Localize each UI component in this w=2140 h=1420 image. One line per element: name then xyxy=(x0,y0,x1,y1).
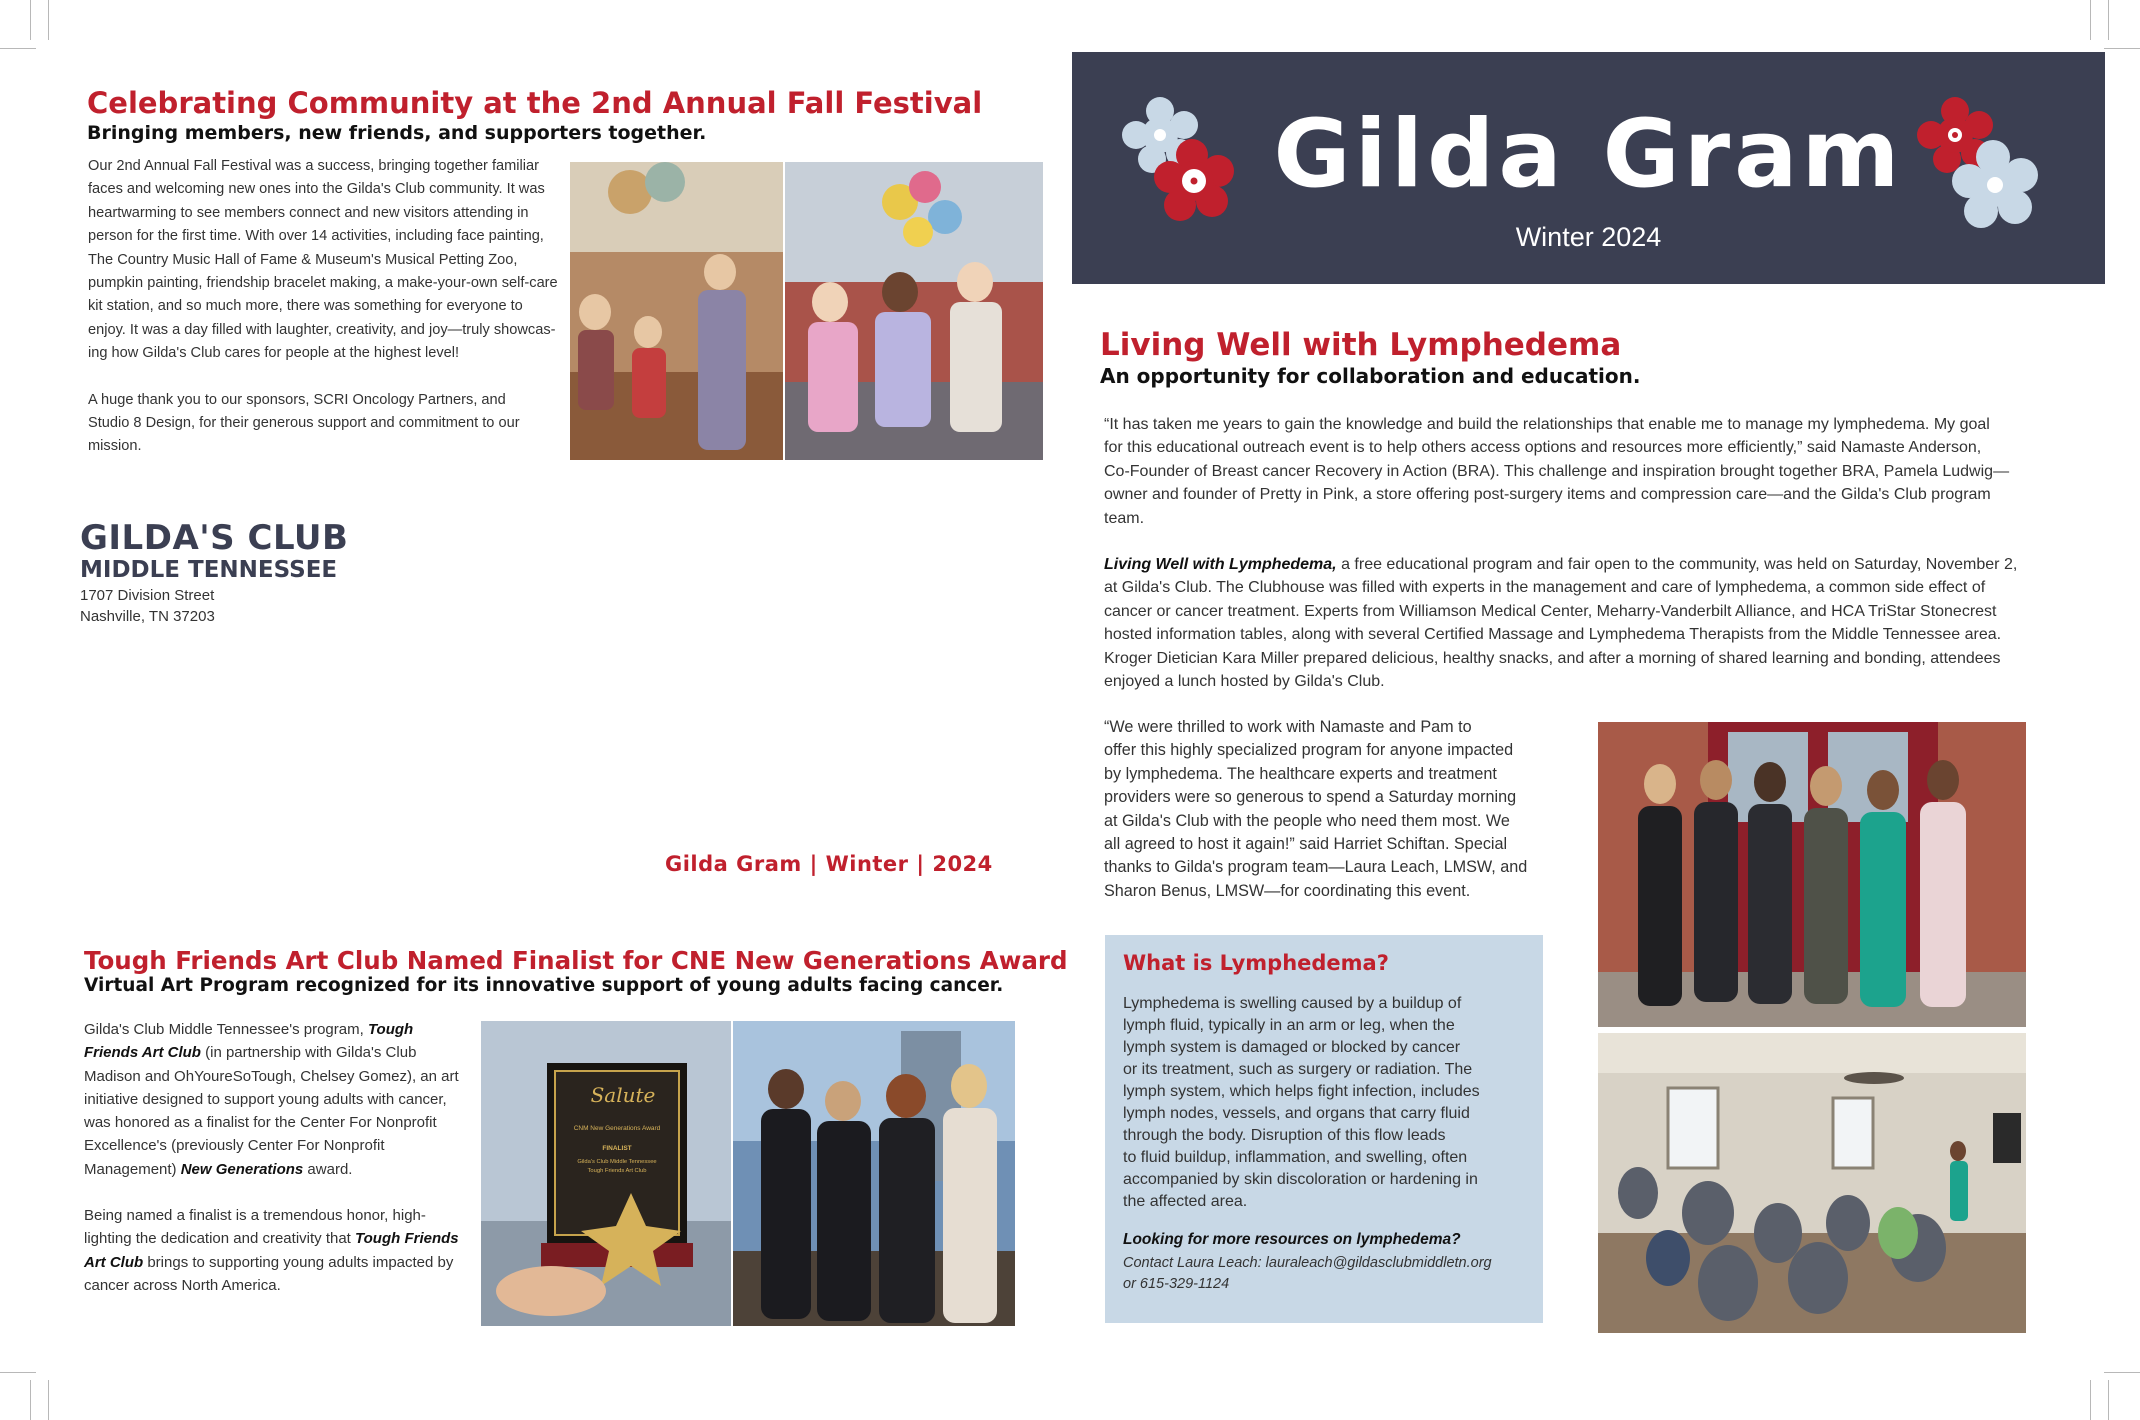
lymphedema-group-photo xyxy=(1598,722,2026,1027)
crop-mark xyxy=(48,1380,49,1420)
fall-festival-body xyxy=(88,155,558,459)
crop-mark xyxy=(2090,0,2091,40)
text-line: all agreed to host it again!” said Harriet Schiftan. Special xyxy=(1104,835,1508,854)
fall-festival-paragraph-2 xyxy=(88,389,558,459)
text-line: mission. xyxy=(88,438,142,455)
text-line: to fluid buildup, inflammation, and swelling, often xyxy=(1123,1149,1468,1166)
text-line: enjoy. It was a day filled with laughter, creativity, and joy—truly showcas- xyxy=(88,321,556,338)
text-line: the affected area. xyxy=(1123,1193,1248,1210)
text-line: “It has taken me years to gain the knowledge and build the relationships that enable me to manage my lymphedema. My goal xyxy=(1104,416,1990,433)
crop-mark xyxy=(2108,1380,2109,1420)
plaque-award: CNM New Generations Award xyxy=(573,1125,661,1132)
crop-mark xyxy=(0,48,36,49)
crop-mark xyxy=(2104,1372,2140,1373)
text-line: Lymphedema is swelling caused by a buildup of xyxy=(1123,995,1462,1012)
text-line: cancer or cancer treatment. Experts from Williamson Medical Center, Meharry-Vanderbilt Alliance, and HCA TriStar Stonecrest xyxy=(1104,602,1997,620)
what-is-lymphedema-box xyxy=(1105,935,1543,1323)
crop-mark xyxy=(2108,0,2109,40)
tough-friends-body xyxy=(84,1018,466,1297)
crop-mark xyxy=(2090,1380,2091,1420)
plaque-script: Salute xyxy=(590,1083,656,1107)
text-line: Contact Laura Leach: lauraleach@gildasclubmiddletn.org xyxy=(1123,1255,1492,1271)
text-line: lymph fluid, typically in an arm or leg, when the xyxy=(1123,1017,1455,1034)
text-line: or its treatment, such as surgery or radiation. The xyxy=(1123,1061,1473,1078)
text-line: providers were so generous to spend a Saturday morning xyxy=(1104,788,1517,807)
text-line: The Country Music Hall of Fame & Museum's Musical Petting Zoo, xyxy=(88,251,518,268)
what-is-contact xyxy=(1123,1253,1492,1295)
flower-right-icon xyxy=(1917,97,2047,247)
text-line: lymph system, which helps fight infection, includes xyxy=(1123,1083,1480,1100)
text-line: “We were thrilled to work with Namaste and Pam to xyxy=(1104,718,1472,736)
text-line: person for the first time. With over 14 activities, including face painting, xyxy=(88,228,544,245)
tough-friends-paragraph-1: Gilda's Club Middle Tennessee's program, Tough Friends Art Club (in partnership with Gilda's Club Madison and OhYoureSoTough, Chelsey Gomez), an art initiative designed to support young adults with cancer, was honored as a finalist for the Center For Nonprofit Excellence's (previously Center For Nonprofit Management) New Generations award. xyxy=(84,1021,459,1178)
crop-mark xyxy=(48,0,49,40)
text-line: team. xyxy=(1104,509,1145,527)
lymphedema-title: Living Well with Lymphedema xyxy=(1100,327,1622,363)
fall-festival-photo xyxy=(570,162,1043,460)
crop-mark xyxy=(30,1380,31,1420)
text-line: Sharon Benus, LMSW—for coordinating this event. xyxy=(1104,881,1471,900)
text-line: pumpkin painting, friendship bracelet making, a make-your-own self-care xyxy=(88,275,558,292)
lymphedema-body xyxy=(1104,413,2044,693)
text-line: A huge thank you to our sponsors, SCRI Oncology Partners, and xyxy=(88,391,506,408)
logo-line1: GILDA'S CLUB xyxy=(80,518,349,558)
tough-friends-title: Tough Friends Art Club Named Finalist for CNE New Generations Award xyxy=(84,946,1068,975)
plaque-finalist: FINALIST xyxy=(602,1145,632,1152)
what-is-question: Looking for more resources on lymphedema? xyxy=(1123,1231,1461,1248)
text-line: at Gilda's Club with the people who need them most. We xyxy=(1104,811,1510,830)
text-line: owner and founder of Pretty in Pink, a store offering post-surgery items and compression care—and the Gilda's Club program xyxy=(1104,486,1991,504)
lymphedema-room-photo xyxy=(1598,1033,2026,1333)
what-is-title: What is Lymphedema? xyxy=(1123,951,1389,975)
folio: Gilda Gram | Winter | 2024 xyxy=(665,852,993,876)
fall-festival-title: Celebrating Community at the 2nd Annual Fall Festival xyxy=(87,86,983,120)
lymphedema-paragraph-2: Living Well with Lymphedema, a free educational program and fair open to the community, was held on Saturday, November 2, at Gilda's Club. The Clubhouse was filled with experts in the management and care of lymphedema, a common side effect of cancer or cancer treatment. Experts from Williamson Medical Center, Meharry-Vanderbilt Alliance, and HCA TriStar Stonecrest hosted information tables, along with several Certified Massage and Lymphedema Therapists from the Middle Tennessee area. Kroger Dietician Kara Miller prepared delicious, healthy snacks, and after a morning of shared learning and bonding, attendees enjoyed a lunch hosted by Gilda's Club. xyxy=(1104,553,2044,693)
lymphedema-paragraph-3 xyxy=(1104,716,1564,903)
text-line: or 615-329-1124 xyxy=(1123,1276,1230,1292)
text-line: faces and welcoming new ones into the Gilda's Club community. It was xyxy=(88,181,545,198)
text-line: enjoyed a lunch hosted by Gilda's Club. xyxy=(1104,673,1385,691)
fall-festival-paragraph-1 xyxy=(88,155,558,366)
what-is-text xyxy=(1123,993,1528,1213)
text-line: Kroger Dietician Kara Miller prepared delicious, healthy snacks, and after a morning of shared learning and bonding, attendees xyxy=(1104,649,2001,667)
text-line: at Gilda's Club. The Clubhouse was filled with experts in the management and care of lymphedema, a common side effect of xyxy=(1104,579,1986,597)
plaque-org2: Tough Friends Art Club xyxy=(587,1168,647,1174)
lymphedema-paragraph-1 xyxy=(1104,413,2044,530)
text-line: hosted information tables, along with several Certified Massage and Lymphedema Therapists from the Middle Tennessee area. xyxy=(1104,626,2002,644)
award-photo xyxy=(481,1021,1015,1326)
text-line: accompanied by skin discoloration or hardening in xyxy=(1123,1171,1478,1188)
text-line: kit station, and so much more, there was something for everyone to xyxy=(88,298,523,315)
masthead xyxy=(1072,52,2105,284)
text-line: Co-Founder of Breast cancer Recovery in Action (BRA). This challenge and inspiration brought together BRA, Pamela Ludwig— xyxy=(1104,462,2010,480)
crop-mark xyxy=(0,1372,36,1373)
text-line: thanks to Gilda's program team—Laura Leach, LMSW, and xyxy=(1104,858,1528,877)
crop-mark xyxy=(2104,48,2140,49)
logo-address2: Nashville, TN 37203 xyxy=(80,608,215,625)
text-line: Studio 8 Design, for their generous support and commitment to our xyxy=(88,415,520,432)
text-line: ing how Gilda's Club cares for people at the highest level! xyxy=(88,345,460,362)
logo-line2: MIDDLE TENNESSEE xyxy=(80,557,338,583)
text-line: lymph nodes, vessels, and organs that carry fluid xyxy=(1123,1105,1470,1122)
logo-address1: 1707 Division Street xyxy=(80,587,215,604)
crop-mark xyxy=(30,0,31,40)
text-line: Our 2nd Annual Fall Festival was a success, bringing together familiar xyxy=(88,158,540,174)
text-line: through the body. Disruption of this flow leads xyxy=(1123,1127,1446,1144)
fall-festival-subtitle: Bringing members, new friends, and supporters together. xyxy=(87,122,707,144)
lymphedema-subtitle: An opportunity for collaboration and education. xyxy=(1100,364,1641,388)
text-line: lymph system is damaged or blocked by cancer xyxy=(1123,1039,1461,1056)
text-line: by lymphedema. The healthcare experts and treatment xyxy=(1104,764,1497,783)
text-line: heartwarming to see members connect and new visitors attending in xyxy=(88,204,529,221)
masthead-issue: Winter 2024 xyxy=(1515,222,1662,252)
text-line: for this educational outreach event is to help others access options and resources more efficiently,” said Namaste Anderson, xyxy=(1104,439,1982,457)
text-line: offer this highly specialized program for anyone impacted xyxy=(1104,741,1514,760)
masthead-title: Gilda Gram xyxy=(1273,100,1904,209)
plaque-org1: Gilda's Club Middle Tennessee xyxy=(577,1159,657,1165)
tough-friends-paragraph-2: Being named a finalist is a tremendous honor, high-lighting the dedication and creativity that Tough Friends Art Club brings to supporting young adults impacted by cancer across North America. xyxy=(84,1207,459,1294)
tough-friends-subtitle: Virtual Art Program recognized for its innovative support of young adults facing cancer. xyxy=(84,975,1004,996)
